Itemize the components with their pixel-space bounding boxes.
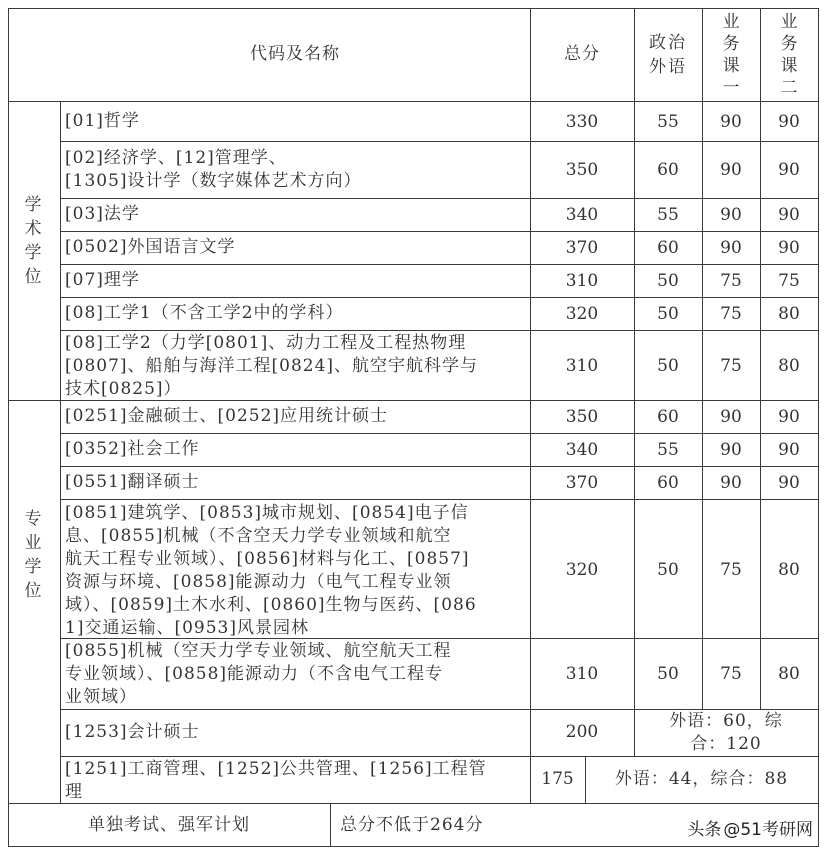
row-total: 330 bbox=[565, 112, 599, 132]
row-pol: 60 bbox=[657, 238, 679, 258]
row-total: 320 bbox=[565, 304, 599, 324]
rule-row bbox=[60, 466, 818, 467]
rule-row bbox=[60, 756, 818, 757]
rule-row bbox=[60, 499, 818, 500]
row-name-line: 1]交通运输、[0953]风景园林 bbox=[65, 618, 309, 638]
watermark-handle: @51考研网 bbox=[723, 820, 813, 840]
row-pol: 60 bbox=[657, 473, 679, 493]
row-name-line: 域）、[0859]土木水利、[0860]生物与医药、[086 bbox=[65, 595, 477, 615]
row-name-line: [08]工学2（力学[0801]、动力工程及工程热物理 bbox=[65, 333, 467, 353]
row-name-line: [1251]工商管理、[1252]公共管理、[1256]工程管 bbox=[65, 759, 487, 779]
row-c1: 90 bbox=[720, 112, 742, 132]
row-name: [01]哲学 bbox=[65, 111, 140, 131]
rule-row bbox=[60, 264, 818, 265]
footer-left: 单独考试、强军计划 bbox=[88, 815, 250, 835]
row-total: 350 bbox=[565, 160, 599, 180]
row-name-line: 专业领域）、[0858]能源动力（不含电气工程专 bbox=[65, 664, 444, 684]
row-name: [07]理学 bbox=[65, 270, 140, 290]
row-merged-line: 合：120 bbox=[690, 734, 762, 754]
rule-row bbox=[60, 297, 818, 298]
rule-top bbox=[8, 8, 818, 9]
row-c2: 80 bbox=[778, 664, 800, 684]
row-c1: 90 bbox=[720, 473, 742, 493]
row-total: 370 bbox=[565, 473, 599, 493]
group-professional: 专业学位 bbox=[24, 509, 42, 601]
row-total: 370 bbox=[565, 238, 599, 258]
row-merged-line: 外语：60，综 bbox=[669, 711, 783, 731]
watermark-prefix: 头条 bbox=[687, 820, 722, 840]
row-name: [0502]外国语言文学 bbox=[65, 237, 236, 257]
row-pol: 55 bbox=[657, 205, 679, 225]
row-pol: 50 bbox=[657, 560, 679, 580]
row-total: 320 bbox=[565, 560, 599, 580]
row-name-line: 技术[0825]） bbox=[65, 379, 182, 399]
row-pol: 60 bbox=[657, 407, 679, 427]
rule-row bbox=[60, 231, 818, 232]
row-c2: 80 bbox=[778, 304, 800, 324]
header-course2: 业务课二 bbox=[780, 12, 798, 98]
row-pol: 55 bbox=[657, 112, 679, 132]
rule-group-end bbox=[8, 803, 818, 804]
row-name-line: [0851]建筑学、[0853]城市规划、[0854]电子信 bbox=[65, 503, 469, 523]
group-academic: 学术学位 bbox=[24, 195, 42, 287]
row-pol: 60 bbox=[657, 160, 679, 180]
row-c1: 75 bbox=[720, 664, 742, 684]
row-total: 310 bbox=[565, 356, 599, 376]
row-c2: 90 bbox=[778, 407, 800, 427]
header-name: 代码及名称 bbox=[250, 44, 340, 64]
rule-row bbox=[60, 198, 818, 199]
row-c1: 90 bbox=[720, 440, 742, 460]
row-pol: 50 bbox=[657, 304, 679, 324]
header-politics-lang: 政治外语 bbox=[649, 33, 687, 77]
footer-right: 总分不低于264分 bbox=[340, 815, 484, 835]
row-name-line: [02]经济学、[12]管理学、 bbox=[65, 148, 287, 168]
row-total: 310 bbox=[565, 271, 599, 291]
rule-row bbox=[60, 433, 818, 434]
row-c1: 75 bbox=[720, 356, 742, 376]
row-c1: 75 bbox=[720, 271, 742, 291]
row-c2: 90 bbox=[778, 238, 800, 258]
row-total: 340 bbox=[565, 440, 599, 460]
row-pol: 50 bbox=[657, 356, 679, 376]
rule-row bbox=[60, 141, 818, 142]
row-total: 175 bbox=[541, 769, 574, 789]
rule-group-col bbox=[60, 101, 61, 803]
row-c1: 90 bbox=[720, 407, 742, 427]
row-total: 310 bbox=[565, 664, 599, 684]
row-name: [0352]社会工作 bbox=[65, 439, 200, 459]
row-name-line: [1305]设计学（数字媒体艺术方向） bbox=[65, 171, 362, 191]
row-name-line: [0855]机械（空天力学专业领域、航空航天工程 bbox=[65, 641, 452, 661]
row-c2: 75 bbox=[778, 271, 800, 291]
row-pol: 55 bbox=[657, 440, 679, 460]
rule-footer bbox=[330, 803, 331, 846]
row-c2: 90 bbox=[778, 160, 800, 180]
row-c2: 80 bbox=[778, 356, 800, 376]
header-course1: 业务课一 bbox=[722, 12, 740, 98]
row-total: 200 bbox=[565, 722, 599, 742]
row-merged: 外语：44，综合：88 bbox=[614, 769, 789, 789]
row-name: [03]法学 bbox=[65, 204, 140, 224]
row-name: [1253]会计硕士 bbox=[65, 722, 200, 742]
row-c2: 80 bbox=[778, 560, 800, 580]
rule-row bbox=[60, 330, 818, 331]
watermark bbox=[687, 815, 813, 840]
rule-right bbox=[818, 8, 819, 847]
rule-header-bottom bbox=[8, 101, 818, 102]
row-c1: 90 bbox=[720, 238, 742, 258]
row-total: 340 bbox=[565, 205, 599, 225]
row-name-line: [0807]、船舶与海洋工程[0824]、航空宇航科学与 bbox=[65, 356, 479, 376]
rule-bottom bbox=[8, 846, 818, 847]
row-name-line: 理 bbox=[65, 782, 83, 802]
row-name: [08]工学1（不含工学2中的学科） bbox=[65, 303, 344, 323]
row-name-line: 航天工程专业领域）、[0856]材料与化工、[0857] bbox=[65, 549, 470, 569]
header-total: 总分 bbox=[564, 44, 600, 64]
row-c2: 90 bbox=[778, 112, 800, 132]
row-c1: 90 bbox=[720, 160, 742, 180]
row-c2: 90 bbox=[778, 473, 800, 493]
row-c1: 90 bbox=[720, 205, 742, 225]
row-name-line: 业领域） bbox=[65, 687, 137, 707]
row-pol: 50 bbox=[657, 271, 679, 291]
row-c1: 75 bbox=[720, 304, 742, 324]
row-pol: 50 bbox=[657, 664, 679, 684]
row-name-line: 息、[0855]机械（不含空天力学专业领域和航空 bbox=[65, 526, 452, 546]
row-c1: 75 bbox=[720, 560, 742, 580]
row-name: [0551]翻译硕士 bbox=[65, 472, 200, 492]
rule-left bbox=[8, 8, 9, 847]
row-c2: 90 bbox=[778, 440, 800, 460]
row-c2: 90 bbox=[778, 205, 800, 225]
row-name: [0251]金融硕士、[0252]应用统计硕士 bbox=[65, 406, 389, 426]
row-total: 350 bbox=[565, 407, 599, 427]
row-name-line: 资源与环境、[0858]能源动力（电气工程专业领 bbox=[65, 572, 452, 592]
